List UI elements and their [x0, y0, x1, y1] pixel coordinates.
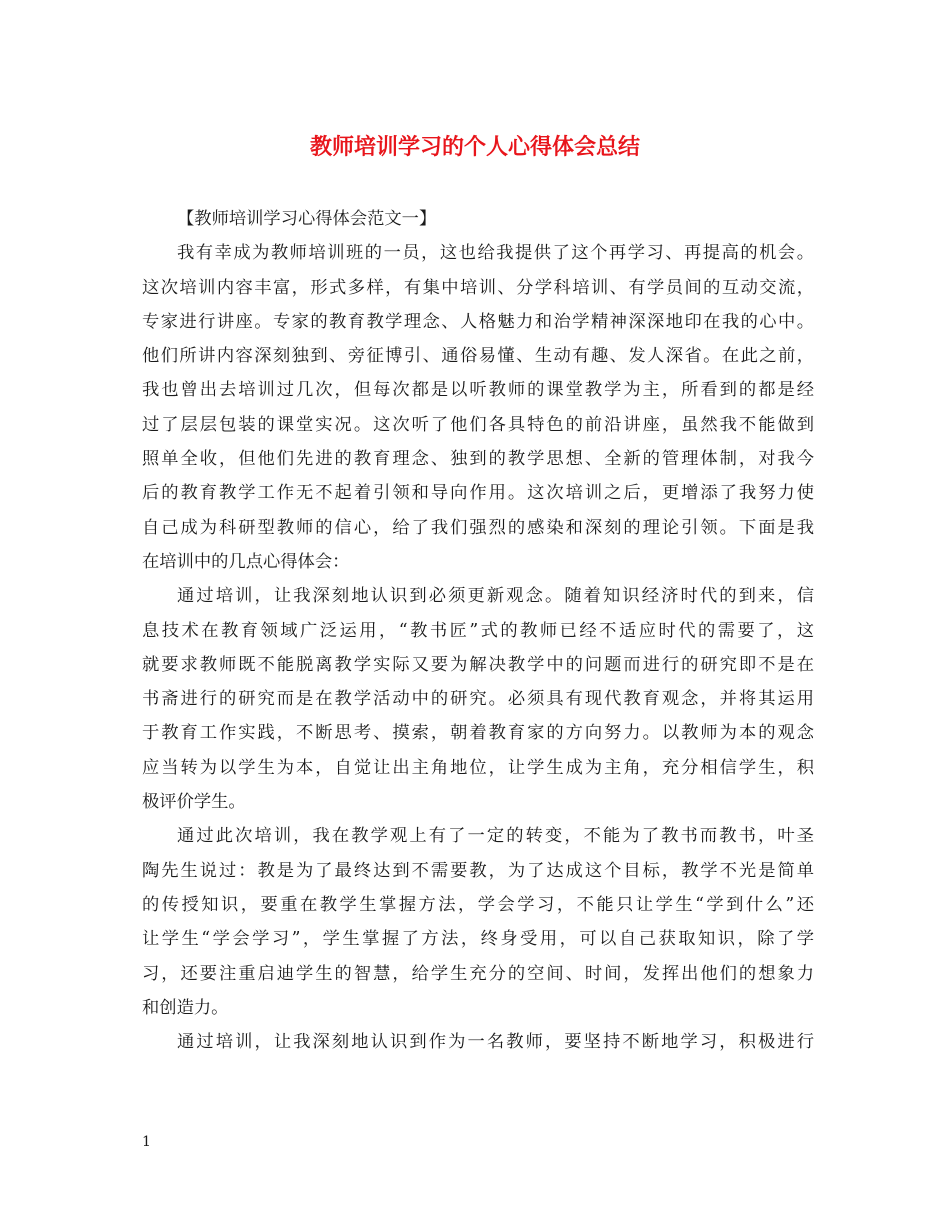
- document-body: [142, 202, 814, 1059]
- paragraph-line: 后的教育教学工作无不起着引领和导向作用。这次培训之后，更增添了我努力使: [142, 483, 814, 504]
- page-number: 1: [142, 1134, 151, 1150]
- paragraph-line: 就要求教师既不能脱离教学实际又要为解决教学中的问题而进行的研究即不是在: [142, 654, 814, 675]
- paragraph-line: 于教育工作实践，不断思考、摸索，朝着教育家的方向努力。以教师为本的观念: [142, 723, 814, 744]
- paragraph-line: 过了层层包装的课堂实况。这次听了他们各具特色的前沿讲座，虽然我不能做到: [142, 414, 814, 435]
- paragraph-line: 我有幸成为教师培训班的一员，这也给我提供了这个再学习、再提高的机会。: [177, 243, 814, 264]
- paragraph-line: 我也曾出去培训过几次，但每次都是以听教师的课堂教学为主，所看到的都是经: [142, 380, 814, 401]
- paragraph-line: 通过此次培训，我在教学观上有了一定的转变，不能为了教书而教书，叶圣: [177, 826, 814, 847]
- document-title: 教师培训学习的个人心得体会总结: [309, 135, 640, 160]
- paragraph-line: 通过培训，让我深刻地认识到作为一名教师，要坚持不断地学习，积极进行: [177, 1032, 814, 1053]
- paragraph-line: 和创造力。: [142, 997, 229, 1018]
- paragraph-line: 息技术在教育领域广泛运用，“教书匠”式的教师已经不适应时代的需要了，这: [142, 620, 814, 641]
- paragraph-line: 他们所讲内容深刻独到、旁征博引、通俗易懂、生动有趣、发人深省。在此之前，: [142, 346, 814, 367]
- paragraph-line: 照单全收，但他们先进的教育理念、独到的教学思想、全新的管理体制，对我今: [142, 449, 814, 470]
- paragraph-line: 专家进行讲座。专家的教育教学理念、人格魅力和治学精神深深地印在我的心中。: [142, 311, 814, 332]
- paragraph-line: 应当转为以学生为本，自觉让出主角地位，让学生成为主角，充分相信学生，积: [142, 757, 814, 778]
- paragraph-line: 在培训中的几点心得体会：: [142, 551, 350, 572]
- paragraph-line: 书斋进行的研究而是在教学活动中的研究。必须具有现代教育观念，并将其运用: [142, 689, 814, 710]
- paragraph-line: 陶先生说过：教是为了最终达到不需要教，为了达成这个目标，教学不光是简单: [142, 860, 814, 881]
- paragraph-line: 让学生“学会学习”，学生掌握了方法，终身受用，可以自己获取知识，除了学: [142, 929, 814, 950]
- paragraph-line: 这次培训内容丰富，形式多样，有集中培训、分学科培训、有学员间的互动交流，: [142, 277, 814, 298]
- paragraph-line: 习，还要注重启迪学生的智慧，给学生充分的空间、时间，发挥出他们的想象力: [142, 963, 814, 984]
- paragraph-line: 的传授知识，要重在教学生掌握方法，学会学习，不能只让学生“学到什么”还: [142, 894, 814, 915]
- section-heading: 【教师培训学习心得体会范文一】: [177, 209, 437, 229]
- paragraph-line: 通过培训，让我深刻地认识到必须更新观念。随着知识经济时代的到来，信: [177, 586, 814, 607]
- paragraph-line: 自己成为科研型教师的信心，给了我们强烈的感染和深刻的理论引领。下面是我: [142, 517, 814, 538]
- paragraph-line: 极评价学生。: [142, 792, 246, 813]
